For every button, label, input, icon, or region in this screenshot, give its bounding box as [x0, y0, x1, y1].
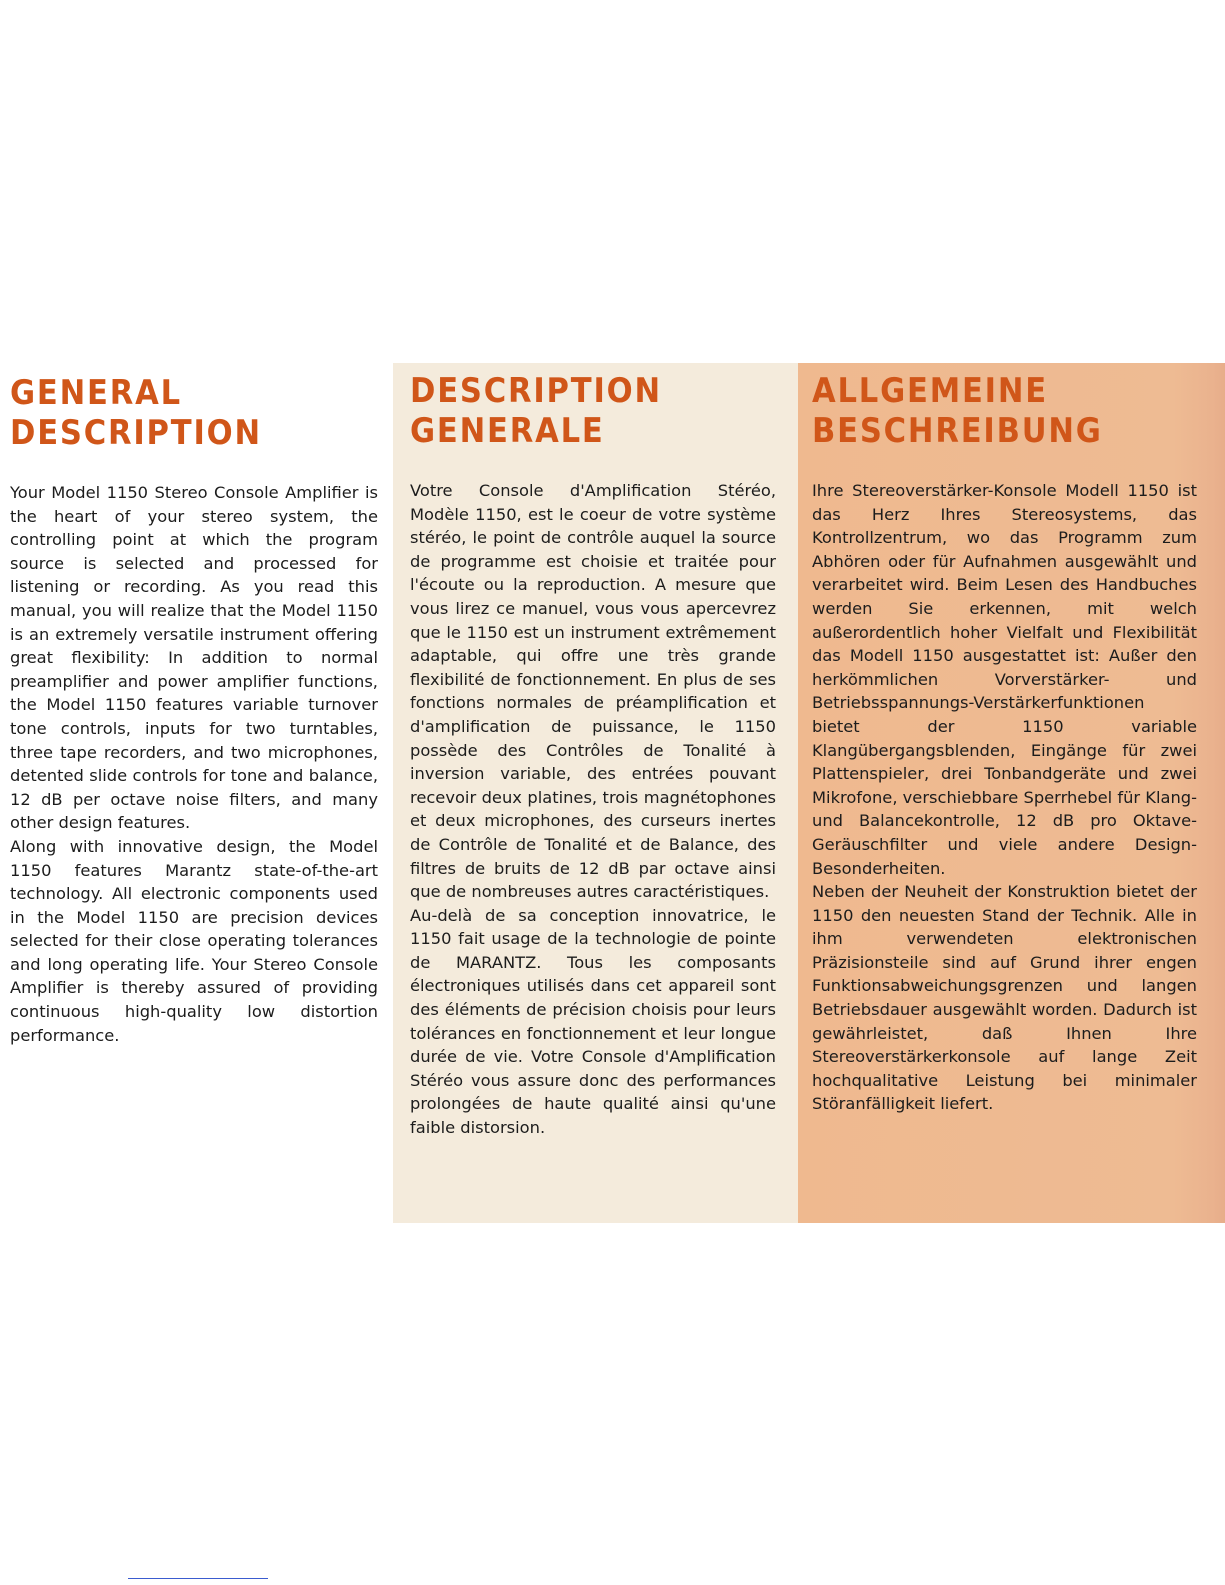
french-heading-line-2: GENERALE	[410, 411, 605, 451]
french-paragraph-2: Au-delà de sa conception innovatrice, le 1150 fait usage de la technologie de pointe de MARANTZ. Tous les composants électroniques utilisés dans cet appareil sont des éléments de précision choisis pour leurs tolérances en fonctionnement et leur longue durée de vie. Votre Console d'Amplification Stéréo vous assure donc des performances prolongées de haute qualité ainsi qu'une faible distorsion.	[410, 905, 776, 1138]
english-column	[0, 363, 393, 1223]
english-heading-line-1: GENERAL	[10, 373, 182, 413]
english-paragraph-1: Your Model 1150 Stereo Console Amplifier is the heart of your stereo system, the controlling point at which the program source is selected and processed for listening or recording. As you read this manual, you will realize that the Model 1150 is an extremely versatile instrument offering great flexibility: In addition to normal preamplifier and power amplifier functions, the Model 1150 features variable turnover tone controls, inputs for two turntables, three tape recorders, and two microphones, detented slide controls for tone and balance, 12 dB per octave noise filters, and many other design features.	[10, 483, 378, 833]
german-paragraph-1: Ihre Stereoverstärker-Konsole Modell 1150 ist das Herz Ihres Stereosystems, das Kontrollzentrum, wo das Programm zum Abhören oder für Aufnahmen ausgewählt und verarbeitet wird. Beim Lesen des Handbuches werden Sie erkennen, mit welch außerordentlich hoher Vielfalt und Flexibilität das Modell 1150 ausgestattet ist: Außer den herkömmlichen Vorverstärker- und Betriebsspannungs-Verstärkerfunktionen bietet der 1150 variable Klangübergangsblenden, Eingänge für zwei Plattenspieler, drei Tonbandgeräte und zwei Mikrofone, verschiebbare Sperrhebel für Klang- und Balancekontrolle, 12 dB pro Oktave-Geräuschfilter und viele andere Design-Besonderheiten.	[812, 481, 1198, 878]
french-heading	[410, 371, 739, 451]
french-heading-line-1: DESCRIPTION	[410, 371, 662, 411]
english-heading	[10, 373, 341, 453]
english-paragraph-2: Along with innovative design, the Model 1150 features Marantz state-of-the-art technology. All electronic components used in the Model 1150 are precision devices selected for their close operating tolerances and long operating life. Your Stereo Console Amplifier is thereby assured of providing continuous high-quality low distortion performance.	[10, 836, 378, 1045]
scan-edge-line	[128, 1578, 268, 1579]
german-column	[798, 363, 1225, 1223]
german-heading	[812, 371, 1159, 451]
german-heading-line-1: ALLGEMEINE	[812, 371, 1048, 411]
french-column	[393, 363, 798, 1223]
french-paragraph-1: Votre Console d'Amplification Stéréo, Modèle 1150, est le coeur de votre système stéréo, le point de contrôle auquel la source de programme est choisie et traitée pour l'écoute ou la reproduction. A mesure que vous lirez ce manuel, vous vous apercevrez que le 1150 est un instrument extrêmement adaptable, qui offre une très grande flexibilité de fonctionnement. En plus de ses fonctions normales de préamplification et d'amplification de puissance, le 1150 possède des Contrôles de Tonalité à inversion variable, des entrées pouvant recevoir deux platines, trois magnétophones et deux microphones, des curseurs inertes de Contrôle de Tonalité et de Balance, des filtres de bruits de 12 dB par octave ainsi que de nombreuses autres caractéristiques.	[410, 481, 776, 902]
german-heading-line-2: BESCHREIBUNG	[812, 411, 1103, 451]
english-heading-line-2: DESCRIPTION	[10, 413, 262, 453]
german-paragraph-2: Neben der Neuheit der Konstruktion bietet der 1150 den neuesten Stand der Technik. Alle in ihm verwendeten elektronischen Präzisionsteile sind auf Grund ihrer engen Funktionsabweichungsgrenzen und langen Betriebsdauer ausgewählt worden. Dadurch ist gewährleistet, daß Ihnen Ihre Stereoverstärkerkonsole auf lange Zeit hochqualitative Leistung bei minimaler Störanfälligkeit liefert.	[812, 882, 1197, 1114]
